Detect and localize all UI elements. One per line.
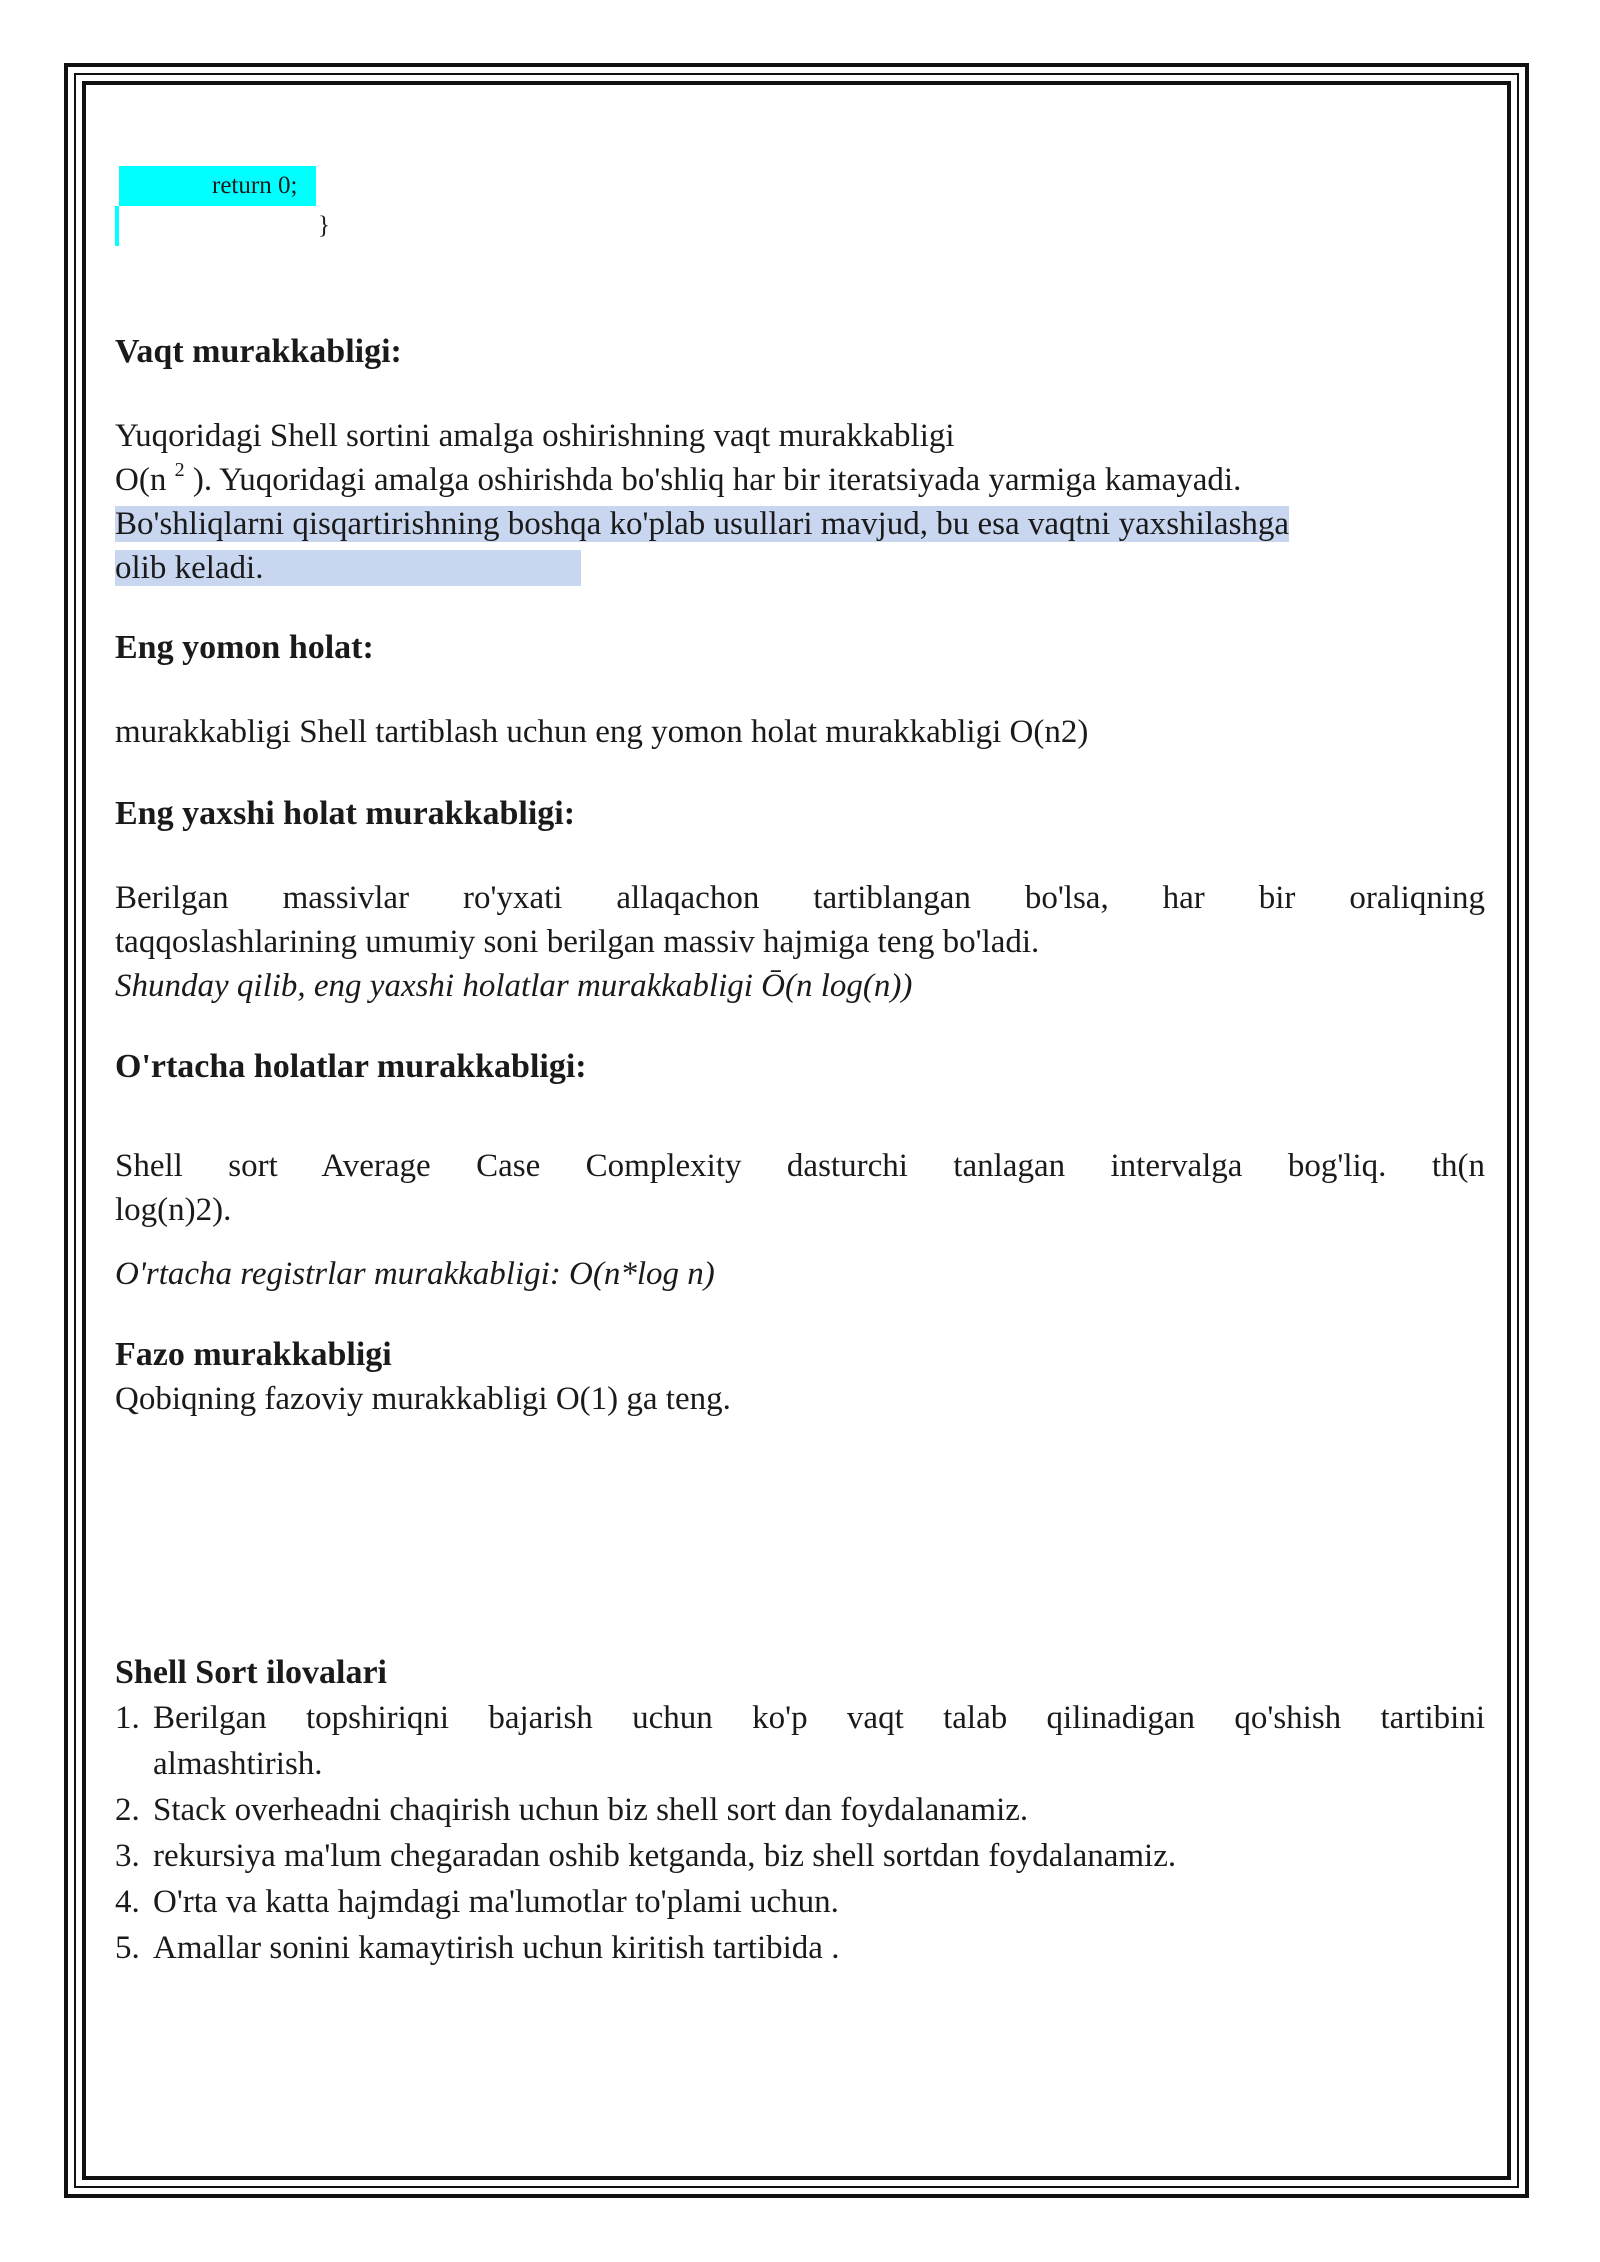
best-line-1: Berilgan massivlar ro'yxati allaqachon tartiblangan bo'lsa, har bir oraliqning	[115, 880, 1485, 916]
heading-applications: Shell Sort ilovalari	[115, 1654, 387, 1691]
average-line-2: log(n)2).	[115, 1192, 232, 1228]
heading-space-complexity: Fazo murakkabligi	[115, 1336, 392, 1373]
average-line-1: Shell sort Average Case Complexity dasturchi tanlagan intervalga bog'liq. th(n	[115, 1148, 1485, 1184]
list-item	[115, 1833, 1485, 1879]
applications-list	[115, 1695, 1485, 1971]
list-item	[115, 1787, 1485, 1833]
document-body	[115, 160, 1485, 1971]
best-line-3: Shunday qilib, eng yaxshi holatlar murakkabligi Ō(n log(n))	[115, 968, 913, 1004]
list-number: 3.	[115, 1838, 140, 1874]
heading-average-case: O'rtacha holatlar murakkabligi:	[115, 1048, 587, 1085]
list-item-text: Amallar sonini kamaytirish uchun kiritish tartibida .	[153, 1930, 840, 1966]
time-line-4	[115, 546, 1485, 590]
time-line-3	[115, 502, 1485, 546]
time-line-2-post: ). Yuqoridagi amalga oshirishda bo'shliq har bir iteratsiyada yarmiga kamayadi.	[184, 462, 1242, 498]
list-item-text: rekursiya ma'lum chegaradan oshib ketganda, biz shell sortdan foydalanamiz.	[153, 1838, 1177, 1874]
list-item-text: O'rta va katta hajmdagi ma'lumotlar to'plami uchun.	[153, 1884, 839, 1920]
list-number: 4.	[115, 1884, 140, 1920]
list-item	[115, 1695, 1485, 1787]
list-item	[115, 1879, 1485, 1925]
time-line-2	[115, 458, 1485, 502]
heading-best-case: Eng yaxshi holat murakkabligi:	[115, 795, 576, 832]
time-line-1: Yuqoridagi Shell sortini amalga oshirishning vaqt murakkabligi	[115, 418, 955, 454]
list-number: 5.	[115, 1930, 140, 1966]
time-line-2-pre: O(n	[115, 462, 175, 498]
list-item	[115, 1925, 1485, 1971]
worst-case-text: murakkabligi Shell tartiblash uchun eng yomon holat murakkabligi O(n2)	[115, 714, 1089, 750]
heading-time-complexity: Vaqt murakkabligi:	[115, 333, 402, 370]
code-line-return: return 0;	[119, 166, 316, 206]
time-superscript: 2	[174, 459, 185, 481]
code-highlight-bar	[115, 206, 119, 246]
list-item-text-line-2: almashtirish.	[153, 1746, 323, 1782]
average-line-3: O'rtacha registrlar murakkabligi: O(n*log n)	[115, 1256, 715, 1292]
time-line-4-highlight: olib keladi.	[115, 550, 581, 586]
time-line-3-highlight: Bo'shliqlarni qisqartirishning boshqa ko'plab usullari mavjud, bu esa vaqtni yaxshilashga	[115, 506, 1290, 542]
space-text: Qobiqning fazoviy murakkabligi O(1) ga teng.	[115, 1381, 731, 1417]
list-item-text: Stack overheadni chaqirish uchun biz shell sort dan foydalanamiz.	[153, 1792, 1029, 1828]
list-number: 1.	[115, 1700, 140, 1736]
best-line-2: taqqoslashlarining umumiy soni berilgan massiv hajmiga teng bo'ladi.	[115, 924, 1040, 960]
list-item-text-line-1: Berilgan topshiriqni bajarish uchun ko'p vaqt talab qilinadigan qo'shish tartibini	[153, 1700, 1485, 1736]
code-snippet	[115, 160, 1485, 252]
list-number: 2.	[115, 1792, 140, 1828]
code-line-brace: }	[318, 212, 330, 239]
heading-worst-case: Eng yomon holat:	[115, 629, 374, 666]
